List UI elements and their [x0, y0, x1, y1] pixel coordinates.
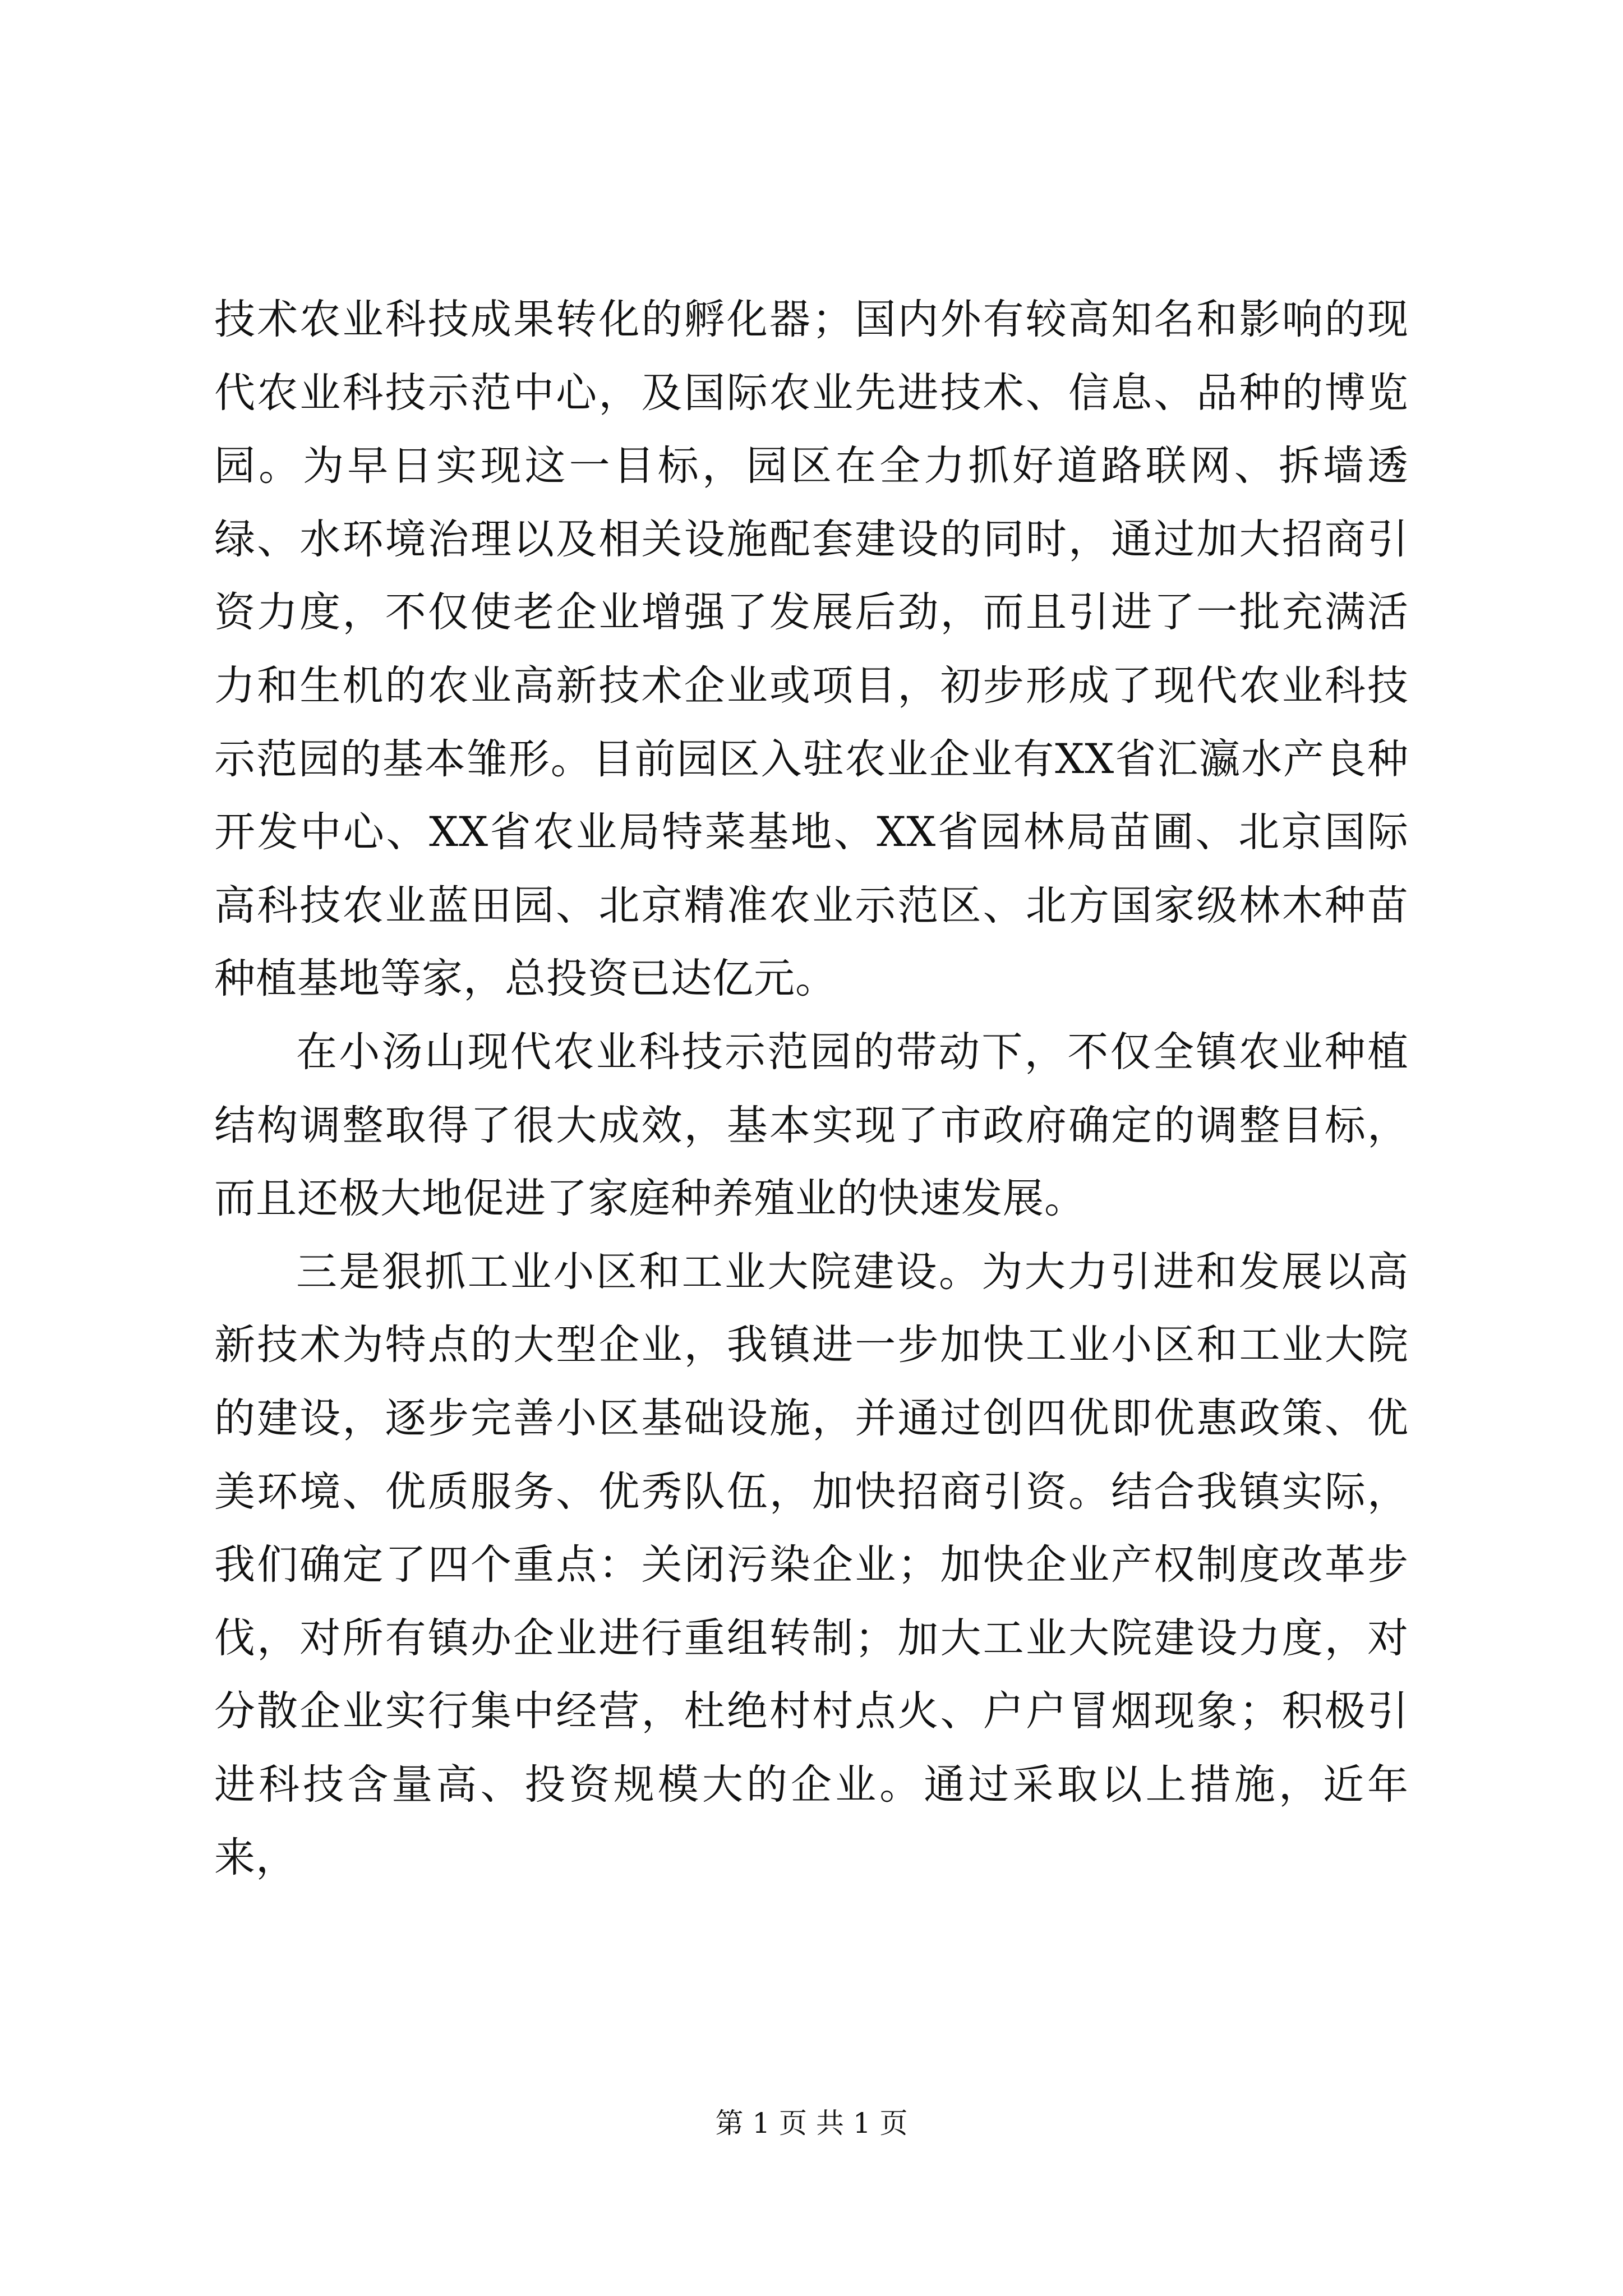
- document-body: [214, 283, 1409, 1895]
- paragraph-xiaotangshan: 在小汤山现代农业科技示范园的带动下，不仅全镇农业种植结构调整取得了很大成效，基本实现了市政府确定的调整目标，而且还极大地促进了家庭种养殖业的快速发展。: [214, 1028, 1409, 1223]
- paragraph-continuation: 技术农业科技成果转化的孵化器；国内外有较高知名和影响的现代农业科技示范中心，及国际农业先进技术、信息、品种的博览园。为早日实现这一目标，园区在全力抓好道路联网、拆墙透绿、水环境治理以及相关设施配套建设的同时，通过加大招商引资力度，不仅使老企业增强了发展后劲，而且引进了一批充满活力和生机的农业高新技术企业或项目，初步形成了现代农业科技示范园的基本雏形。目前园区入驻农业企业有XX省汇瀛水产良种开发中心、XX省农业局特菜基地、XX省园林局苗圃、北京国际高科技农业蓝田园、北京精准农业示范区、北方国家级林木种苗种植基地等家，总投资已达亿元。: [214, 296, 1409, 1003]
- page-footer: 第 1 页 共 1 页: [715, 2107, 908, 2139]
- paragraph-industrial-zone: 三是狠抓工业小区和工业大院建设。为大力引进和发展以高新技术为特点的大型企业，我镇进一步加快工业小区和工业大院的建设，逐步完善小区基础设施，并通过创四优即优惠政策、优美环境、优质服务、优秀队伍，加快招商引资。结合我镇实际，我们确定了四个重点：关闭污染企业；加快企业产权制度改革步伐，对所有镇办企业进行重组转制；加大工业大院建设力度，对分散企业实行集中经营，杜绝村村点火、户户冒烟现象；积极引进科技含量高、投资规模大的企业。通过采取以上措施，近年来，: [214, 1248, 1409, 1882]
